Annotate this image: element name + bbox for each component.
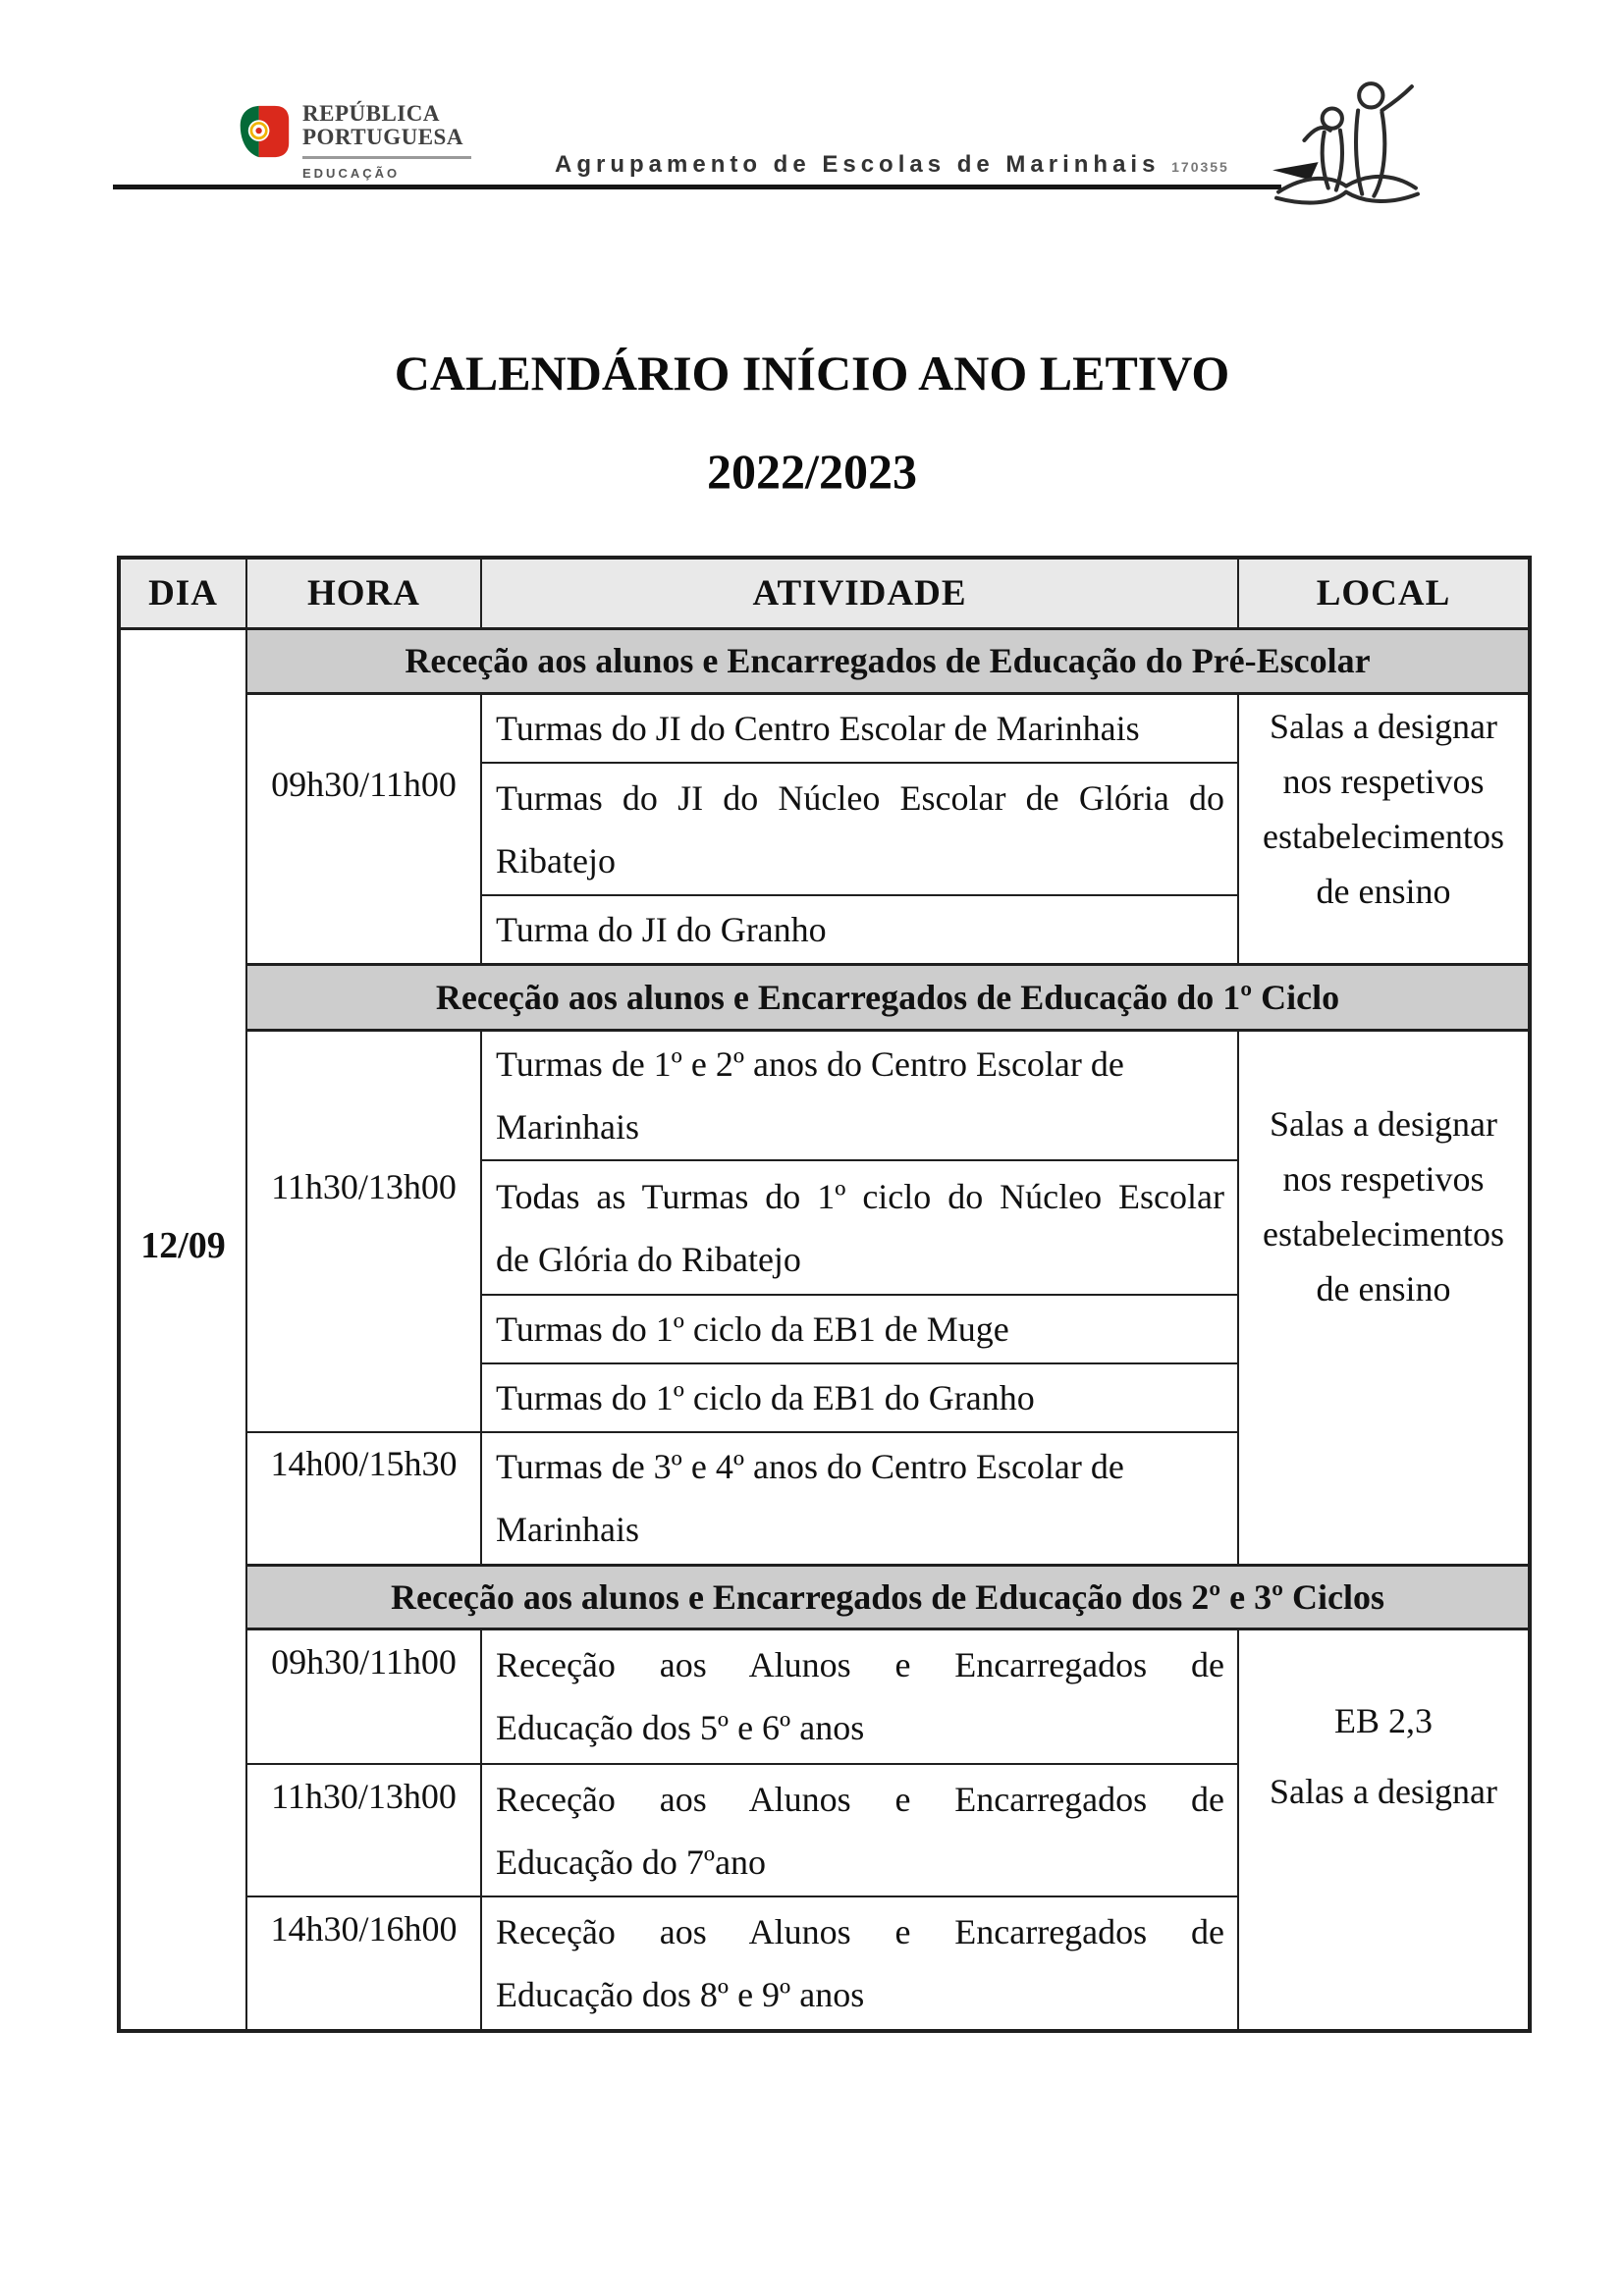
- col-header-hora: HORA: [246, 558, 481, 628]
- hora-cell: 09h30/11h00: [246, 1629, 481, 1764]
- section-row-1-ciclo: [119, 964, 1530, 1030]
- local-line: Salas a designar: [1270, 1104, 1497, 1144]
- republica-line: REPÚBLICA: [302, 101, 440, 126]
- activity-line: Turma do JI do Granho: [496, 909, 827, 949]
- section-header-pre-escolar: Receção aos alunos e Encarregados de Educação do Pré-Escolar: [246, 628, 1530, 693]
- hora-cell: 14h30/16h00: [246, 1896, 481, 2031]
- table-header-row: [119, 558, 1530, 628]
- activity-cell: [481, 1363, 1238, 1432]
- section-header-2-3-ciclos: Receção aos alunos e Encarregados de Educação dos 2º e 3º Ciclos: [246, 1565, 1530, 1629]
- local-line: EB 2,3: [1333, 1700, 1433, 1740]
- section-row-pre-escolar: [119, 628, 1530, 693]
- local-cell: [1238, 1030, 1530, 1565]
- local-line: de ensino: [1316, 1269, 1451, 1308]
- local-cell: [1238, 1629, 1530, 2031]
- activity-line: Marinhais: [496, 1510, 639, 1550]
- gov-logo-text: [302, 102, 471, 181]
- activity-line: Marinhais: [496, 1106, 639, 1147]
- hora-cell: 11h30/13h00: [246, 1764, 481, 1896]
- activity-line: Receção aos Alunos e Encarregados de: [496, 1912, 1224, 1951]
- activity-cell: [481, 1160, 1238, 1295]
- school-name: [555, 151, 1229, 179]
- section-header-1-ciclo: Receção aos alunos e Encarregados de Educação do 1º Ciclo: [246, 964, 1530, 1030]
- calendar-table: [117, 556, 1532, 2033]
- activity-cell: [481, 1030, 1238, 1160]
- page-title-line1: CALENDÁRIO INÍCIO ANO LETIVO: [394, 346, 1230, 400]
- educacao-label: EDUCAÇÃO: [302, 166, 401, 181]
- local-line: Salas a designar: [1270, 707, 1497, 746]
- dia-cell: 12/09: [119, 628, 246, 2031]
- gov-logo: [238, 102, 471, 181]
- col-header-atividade: ATIVIDADE: [481, 558, 1238, 628]
- activity-cell: [481, 693, 1238, 763]
- activity-cell: [481, 1764, 1238, 1896]
- activity-line: Turmas do 1º ciclo da EB1 do Granho: [496, 1378, 1035, 1417]
- table-row: [119, 1629, 1530, 1764]
- local-line: estabelecimentos: [1263, 1214, 1504, 1254]
- local-line: nos respetivos: [1282, 1159, 1485, 1199]
- hora-cell: 09h30/11h00: [246, 693, 481, 964]
- col-header-local: LOCAL: [1238, 558, 1530, 628]
- activity-cell: [481, 1629, 1238, 1764]
- activity-line: Turmas do JI do Núcleo Escolar de Glória do: [496, 777, 1224, 818]
- activity-line: Turmas de 1º e 2º anos do Centro Escolar de: [496, 1043, 1124, 1084]
- header-rule: [113, 185, 1281, 189]
- col-header-dia: DIA: [119, 558, 246, 628]
- activity-line: Turmas do JI do Centro Escolar de Marinhais: [496, 708, 1140, 748]
- section-row-2-3-ciclos: [119, 1565, 1530, 1629]
- activity-line: Turmas de 3º e 4º anos do Centro Escolar de: [496, 1447, 1124, 1487]
- activity-line: de Glória do Ribatejo: [496, 1239, 801, 1279]
- local-cell: [1238, 693, 1530, 964]
- activity-cell: [481, 1896, 1238, 2031]
- activity-line: Educação dos 5º e 6º anos: [496, 1708, 865, 1748]
- activity-cell: [481, 895, 1238, 964]
- local-line: de ensino: [1316, 872, 1451, 911]
- school-code: 170355: [1171, 159, 1229, 175]
- local-line: nos respetivos: [1282, 762, 1485, 801]
- school-logo-icon: [1272, 79, 1422, 218]
- table-row: [119, 693, 1530, 763]
- hora-cell: 11h30/13h00: [246, 1030, 481, 1432]
- school-name-text: Agrupamento de Escolas de Marinhais: [555, 151, 1161, 178]
- republica-portuguesa-flag-icon: [238, 102, 291, 161]
- activity-line: Receção aos Alunos e Encarregados de: [496, 1779, 1224, 1819]
- activity-cell: [481, 763, 1238, 895]
- table-row: [119, 1030, 1530, 1160]
- hora-cell: 14h00/15h30: [246, 1432, 481, 1565]
- activity-line: Receção aos Alunos e Encarregados de: [496, 1645, 1224, 1685]
- activity-line: Todas as Turmas do 1º ciclo do Núcleo Escolar: [496, 1176, 1224, 1216]
- activity-line: Educação do 7ºano: [496, 1842, 767, 1882]
- gov-logo-divider: [302, 156, 471, 159]
- activity-cell: [481, 1432, 1238, 1565]
- activity-cell: [481, 1295, 1238, 1363]
- page-title-line2: 2022/2023: [707, 444, 917, 499]
- local-line: estabelecimentos: [1263, 817, 1504, 856]
- local-line: Salas a designar: [1270, 1771, 1497, 1811]
- activity-line: Turmas do 1º ciclo da EB1 de Muge: [496, 1309, 1009, 1349]
- activity-line: Educação dos 8º e 9º anos: [496, 1975, 865, 2014]
- portuguesa-line: PORTUGUESA: [302, 125, 463, 149]
- activity-line: Ribatejo: [496, 840, 616, 881]
